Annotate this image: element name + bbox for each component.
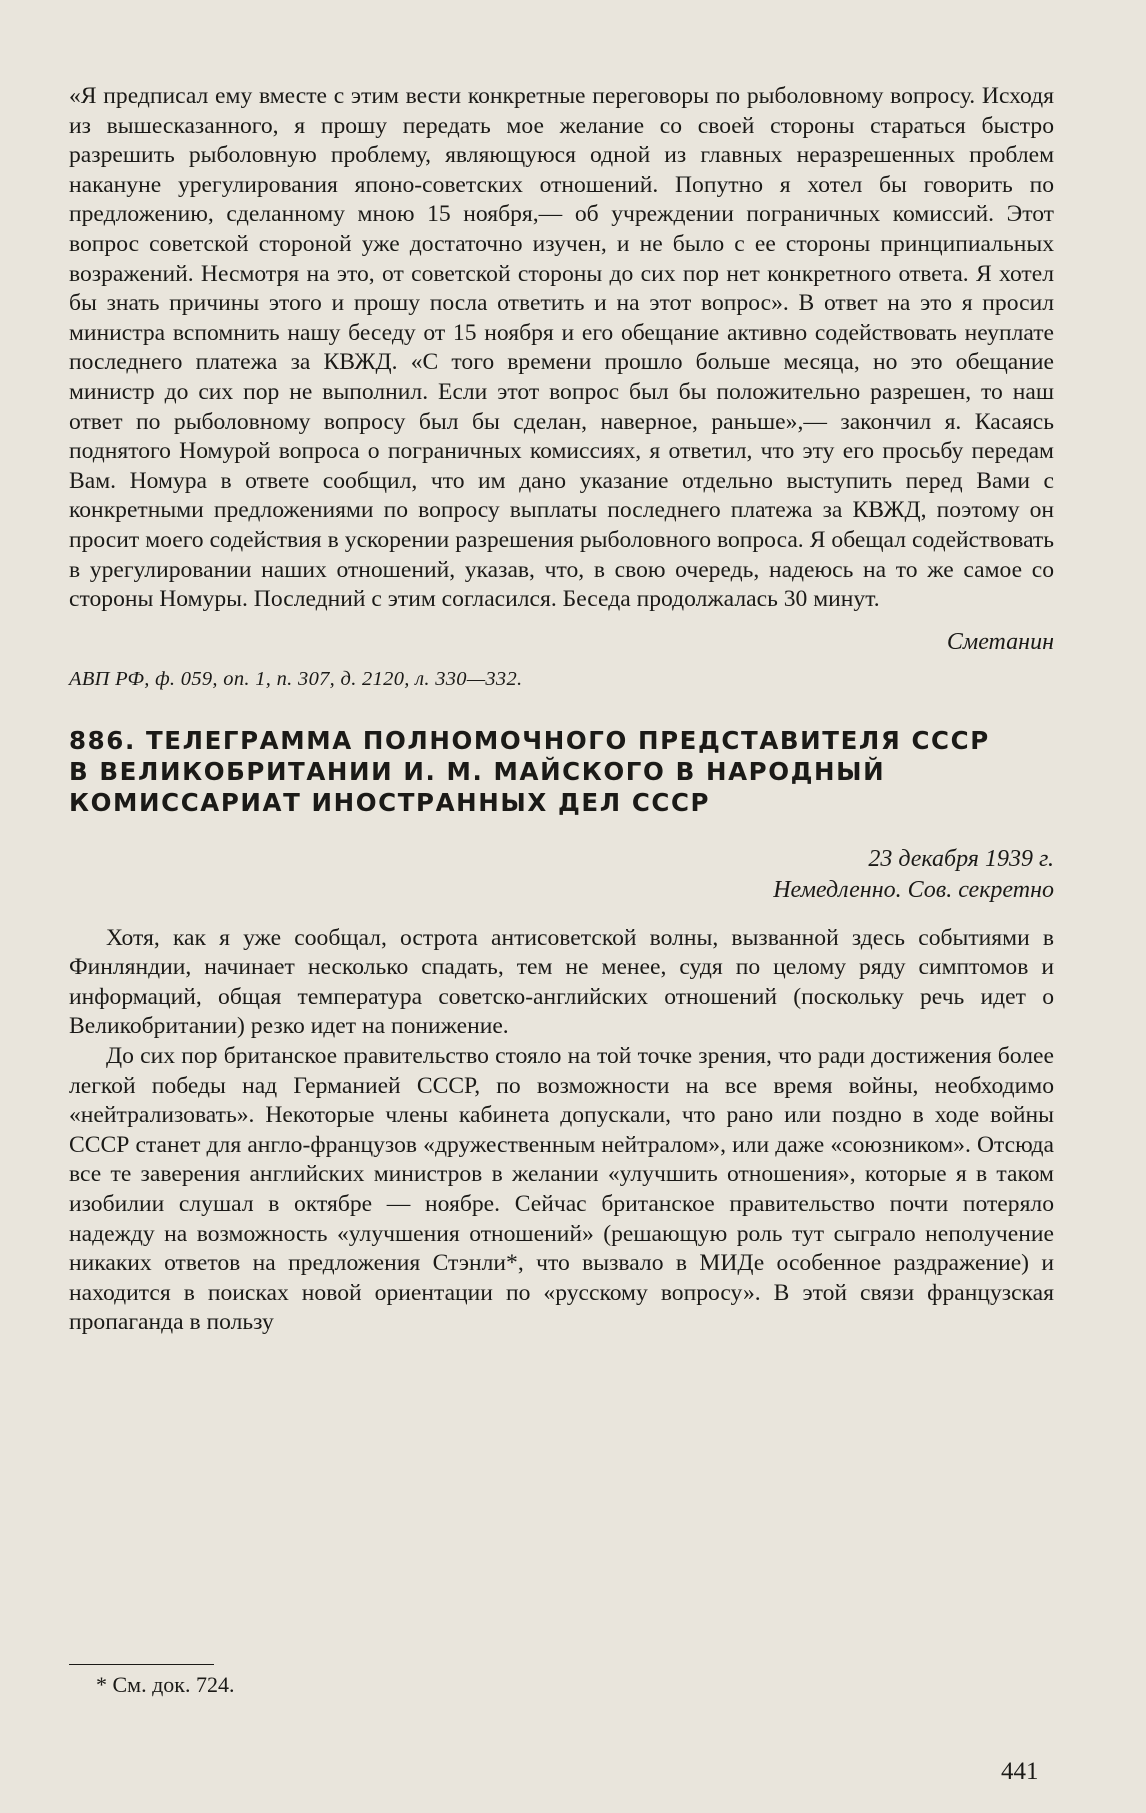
footnote: * См. док. 724. <box>96 1672 235 1697</box>
body-paragraph: Хотя, как я уже сообщал, острота антисоветской волны, вызванной здесь событиями в Финляндии, начинает несколько спадать, тем не менее, судя по целому ряду симптомов и информаций, общая температура советско-английских отношений (поскольку речь идет о Великобритании) резко идет на понижение. <box>69 924 1054 1040</box>
main-text-column <box>69 82 1054 1338</box>
footnote-divider <box>69 1664 214 1665</box>
body-paragraph: До сих пор британское правительство стояло на той точке зрения, что ради достижения более легкой победы над Германией СССР, по возможности на все время войны, необходимо «нейтрализовать». Некоторые члены кабинета допускали, что рано или поздно в ходе войны СССР станет для англо-французов «дружественным нейтралом», или даже «союзником». Отсюда все те заверения английских министров в желании «улучшить отношения», которые я в таком изобилии слушал в октябре — ноябре. Сейчас британское правительство почти потеряло надежду на возможность «улучшения отношений» (решающую роль тут сыграло неполучение никаких ответов на предложения Стэнли*, что вызвало в МИДе особенное раздражение) и находится в поисках новой ориентации по «русскому вопросу». В этой связи французская пропаганда в пользу <box>69 1043 1054 1336</box>
signature: Сметанин <box>946 628 1054 655</box>
document-date: 23 декабря 1939 г. <box>868 845 1054 872</box>
document-heading <box>69 725 1054 818</box>
heading-line: КОМИССАРИАТ ИНОСТРАННЫХ ДЕЛ СССР <box>69 787 711 817</box>
continuation-paragraph: «Я предписал ему вместе с этим вести конкретные переговоры по рыболовному вопросу. Исходя из вышесказанного, я прошу передать мое желание со своей стороны стараться быстро разрешить рыболовную проблему, являющуюся одной из главных неразрешенных проблем накануне урегулирования японо-советских отношений. Попутно я хотел бы говорить по предложению, сделанному мною 15 ноября,— об учреждении пограничных комиссий. Этот вопрос советской стороной уже достаточно изучен, и не было с ее стороны принципиальных возражений. Несмотря на это, от советской стороны до сих пор нет конкретного ответа. Я хотел бы знать причины этого и прошу посла ответить и на этот вопрос». В ответ на это я просил министра вспомнить нашу беседу от 15 ноября и его обещание активно содействовать неуплате последнего платежа за КВЖД. «С того времени прошло больше месяца, но это обещание министр до сих пор не выполнил. Если этот вопрос был бы положительно разрешен, то наш ответ по рыболовному вопросу был бы сделан, наверное, раньше»,— закончил я. Касаясь поднятого Номурой вопроса о пограничных комиссиях, я ответил, что эту его просьбу передам Вам. Номура в ответе сообщил, что им дано указание отдельно выступить перед Вами с конкретными предложениями по вопросу выплаты последнего платежа за КВЖД, поэтому он просит моего содействия в ускорении разрешения рыболовного вопроса. Я обещал содействовать в урегулировании наших отношений, указав, что, в свою очередь, надеюсь на то же самое со стороны Номуры. Последний с этим согласился. Беседа продолжалась 30 минут. <box>69 83 1054 613</box>
heading-line: В ВЕЛИКОБРИТАНИИ И. М. МАЙСКОГО В НАРОДНЫЙ <box>69 756 886 786</box>
document-classification: Немедленно. Сов. секретно <box>773 876 1054 903</box>
page-number: 441 <box>1001 1758 1039 1785</box>
heading-line: 886. ТЕЛЕГРАММА ПОЛНОМОЧНОГО ПРЕДСТАВИТЕЛЯ СССР <box>69 725 990 755</box>
archive-reference: АВП РФ, ф. 059, оп. 1, п. 307, д. 2120, л. 330—332. <box>69 667 523 690</box>
